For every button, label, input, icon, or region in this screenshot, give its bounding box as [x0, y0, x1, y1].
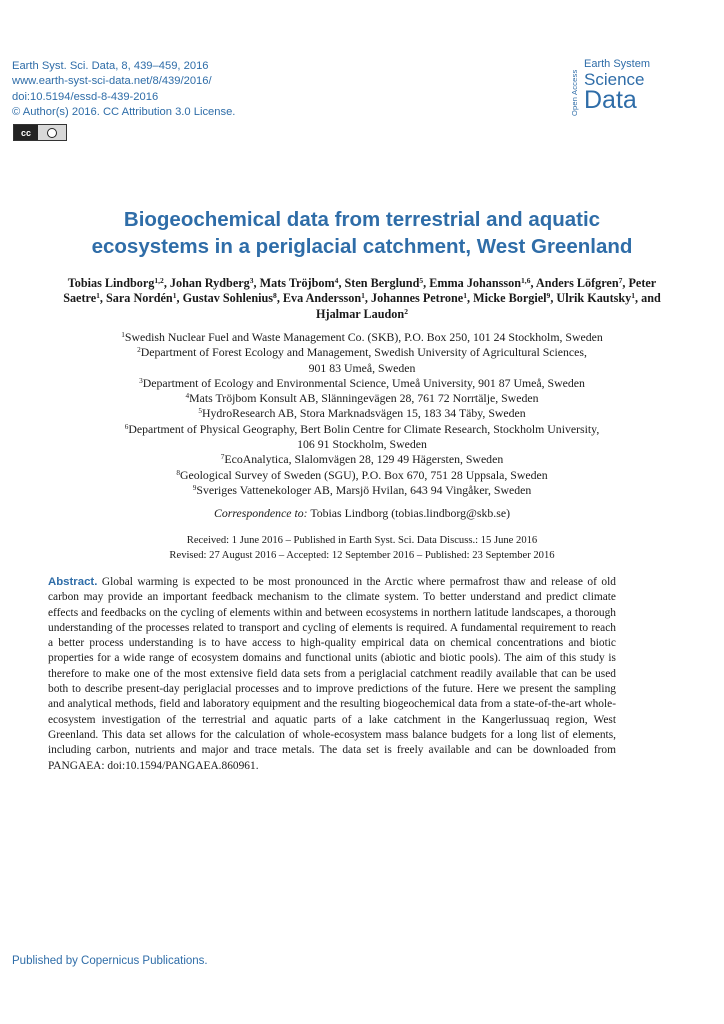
affiliation-list	[50, 330, 674, 498]
open-access-label: Open Access	[570, 69, 579, 116]
affiliation	[50, 391, 674, 406]
author-affiliation-mark: 5	[419, 275, 424, 285]
affiliation-text: Department of Physical Geography, Bert Bolin Centre for Climate Research, Stockholm University,	[128, 421, 600, 436]
article-doi[interactable]: doi:10.5194/essd-8-439-2016	[12, 90, 159, 103]
author-name: Gustav Sohlenius	[182, 291, 274, 306]
author-affiliation-mark: 1	[96, 291, 100, 301]
author-name: Anders Löfgren	[535, 276, 619, 290]
affiliation	[50, 483, 674, 498]
logo-line-2: Science	[584, 70, 645, 89]
author-affiliation-mark: 1	[172, 291, 177, 301]
author-affiliation-mark: 1,6	[521, 275, 531, 285]
author-list: Tobias Lindborg$^{1,2}$, Johan Rydberg$^3$, Mats Tröjbom$^4$, Sten Berglund$^5$, Emma Johansson$^{1,6}$, Anders Löfgren$^7$, Peter Saetre$^1$, Sara Nordén$^1$, Gustav Sohlenius$^8$, Eva Andersson$^1$, Johannes Petrone$^1$, Micke Borgiel$^9$, Ulrik Kautsky$^1$, and Hjalmar Laudon$^2$	[63, 275, 661, 321]
cc-icon: cc	[14, 125, 38, 140]
correspondence-label: Correspondence to:	[214, 506, 308, 520]
journal-logo	[568, 58, 678, 118]
author-affiliation-mark: 8	[273, 291, 277, 301]
journal-header	[12, 59, 235, 121]
affiliation	[50, 422, 674, 437]
paper-title	[40, 206, 684, 260]
affiliation-text: Department of Forest Ecology and Management, Swedish University of Agricultural Sciences,	[140, 345, 587, 360]
affiliation	[50, 345, 674, 360]
affiliation-continuation: 901 83 Umeå, Sweden	[308, 360, 416, 375]
affiliation	[50, 406, 674, 421]
affiliation-text: Swedish Nuclear Fuel and Waste Management Co. (SKB), P.O. Box 250, 101 24 Stockholm, Sweden	[124, 330, 603, 344]
author-name: Hjalmar Laudon	[316, 306, 405, 321]
author-affiliation-mark: 1	[631, 291, 636, 301]
author-affiliation-mark: 3	[249, 275, 254, 285]
article-url[interactable]: www.earth-syst-sci-data.net/8/439/2016/	[12, 75, 212, 88]
correspondence-text: Tobias Lindborg (tobias.lindborg@skb.se)	[310, 506, 510, 520]
affiliation-number: 2	[137, 345, 141, 355]
logo-line-1: Earth System	[584, 58, 651, 70]
author-affiliation-mark: 1	[361, 291, 365, 301]
cc-license-badge[interactable]	[13, 124, 67, 141]
affiliation-number: 3	[139, 375, 143, 385]
affiliation-number: 4	[185, 391, 190, 401]
affiliation-text: Department of Ecology and Environmental Science, Umeå University, 901 87 Umeå, Sweden	[142, 375, 585, 390]
affiliation	[50, 452, 674, 467]
author-affiliation-mark: 7	[618, 275, 623, 285]
affiliation-text: HydroResearch AB, Stora Marknadsvägen 15, 183 34 Täby, Sweden	[201, 406, 526, 421]
citation: Earth Syst. Sci. Data, 8, 439–459, 2016	[12, 60, 209, 72]
title-line: Biogeochemical data from terrestrial and aquatic	[123, 208, 601, 231]
author-name: Emma Johansson	[429, 276, 522, 290]
affiliation-text: Mats Tröjbom Konsult AB, Slänningevägen 28, 761 72 Norrtälje, Sweden	[189, 391, 539, 406]
logo-line-3: Data	[584, 86, 637, 114]
author-affiliation-mark: 2	[404, 306, 408, 316]
correspondence	[50, 506, 674, 521]
affiliation-number: 1	[121, 329, 125, 339]
author-name: Eva Andersson	[282, 291, 362, 306]
author-name: Johannes Petrone	[371, 291, 464, 306]
dates-line-1: Received: 1 June 2016 – Published in Earth Syst. Sci. Data Discuss.: 15 June 2016	[186, 535, 538, 546]
affiliation-number: 6	[124, 421, 129, 431]
by-person-icon	[38, 128, 66, 138]
affiliation-text: EcoAnalytica, Slalomvägen 28, 129 49 Hägersten, Sweden	[224, 452, 504, 467]
publication-dates	[50, 533, 674, 564]
author-affiliation-mark: 9	[546, 291, 551, 301]
title-line: ecosystems in a periglacial catchment, West Greenland	[91, 235, 633, 258]
author-affiliation-mark: 4	[334, 275, 339, 285]
license-text: © Author(s) 2016. CC Attribution 3.0 License.	[12, 106, 236, 119]
abstract	[48, 575, 616, 774]
abstract-text: Global warming is expected to be most pronounced in the Arctic where permafrost thaw and release of old carbon may provide an important feedback mechanism to the climate system. To better understand and predict climate effects and feedbacks on the cycling of elements within and between ecosystems in northern latitude landscapes, a thorough understanding of the processes related to transport and cycling of elements is required. A fundamental requirement to reach a better process understanding is to have access to high-quality empirical data on chemical concentrations and biotic properties for a wide range of ecosystem domains and functional units (abiotic and biotic pools). The aim of this study is therefore to make one of the most extensive field data sets from a periglacial catchment readily available that can be used both to describe present-day periglacial processes and to improve predictions of the future. Here we present the sampling and analytical methods, field and laboratory equipment and the resulting biogeochemical data from a state-of-the-art whole-ecosystem investigation of the terrestrial and aquatic parts of a lake catchment in the Kangerlussuaq region, West Greenland. This data set allows for the calculation of whole-ecosystem mass balance budgets for a long list of elements, including carbon, nutrients and major and trace metals. The data set is freely available and can be downloaded from PANGAEA: doi:10.1594/PANGAEA.860961.	[48, 576, 616, 772]
dates-line-2: Revised: 27 August 2016 – Accepted: 12 September 2016 – Published: 23 September 2016	[169, 550, 555, 562]
affiliation-number: 5	[198, 406, 202, 416]
author-name: Micke Borgiel	[473, 291, 547, 306]
affiliation-continuation: 106 91 Stockholm, Sweden	[297, 437, 427, 452]
author-affiliation-mark: 1	[463, 291, 467, 301]
affiliation-text: Geological Survey of Sweden (SGU), P.O. Box 670, 751 28 Uppsala, Sweden	[180, 467, 548, 482]
author-name: Mats Tröjbom	[259, 276, 335, 290]
author-name: Peter Saetre	[63, 276, 657, 306]
author-name: Ulrik Kautsky	[556, 291, 632, 306]
affiliation-number: 9	[192, 482, 197, 492]
affiliation-text: Sveriges Vattenekologer AB, Marsjö Hvilan, 643 94 Vingåker, Sweden	[196, 482, 532, 497]
author-name: Tobias Lindborg	[67, 276, 155, 290]
author-name: Johan Rydberg	[169, 276, 250, 290]
author-name: Sara Nordén	[106, 291, 173, 306]
affiliation-number: 7	[220, 452, 225, 462]
affiliation	[50, 376, 674, 391]
abstract-label: Abstract.	[48, 576, 98, 588]
publisher-footer: Published by Copernicus Publications.	[12, 955, 208, 967]
affiliation	[50, 330, 674, 345]
affiliation-number: 8	[176, 467, 180, 477]
author-name: Sten Berglund	[344, 276, 420, 290]
affiliation	[50, 468, 674, 483]
author-affiliation-mark: 1,2	[154, 275, 164, 285]
